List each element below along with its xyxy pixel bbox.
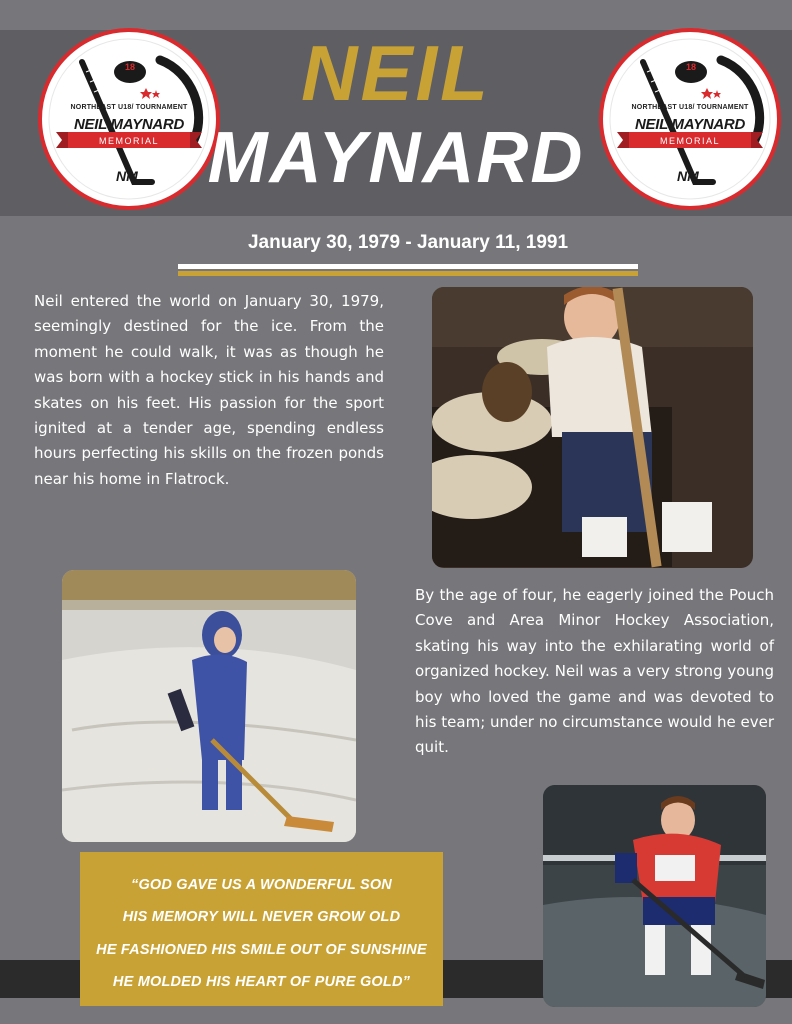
quote-line-3: HE FASHIONED HIS SMILE OUT OF SUNSHINE <box>96 942 427 958</box>
photo-boy-in-jersey <box>543 785 766 1007</box>
photo-toddler-on-ice <box>62 570 356 842</box>
paragraph-minor-hockey: By the age of four, he eagerly joined the Pouch Cove and Area Minor Hockey Association, skating his way into the exhilarating world of organized hockey. Neil was a very strong young boy who loved the game and was devoted to his team; under no circumstance would he ever quit. <box>415 586 774 757</box>
logo-monogram: NM <box>116 168 138 184</box>
logo-monogram: NM <box>677 168 699 184</box>
divider-white <box>178 264 638 269</box>
logo-banner: MEMORIAL <box>98 136 159 146</box>
logo-name: NEIL MAYNARD <box>73 116 184 133</box>
quote-line-4: HE MOLDED HIS HEART OF PURE GOLD” <box>112 974 411 990</box>
logo-subtitle: NORTHEAST U18/ TOURNAMENT <box>631 104 749 111</box>
title-last-name: MAYNARD <box>207 118 585 198</box>
divider-gold <box>178 271 638 276</box>
quote-line-1: “GOD GAVE US A WONDERFUL SON <box>131 877 392 893</box>
logo-number: 18 <box>124 62 135 72</box>
logo-subtitle: NORTHEAST U18/ TOURNAMENT <box>70 104 188 111</box>
life-dates: January 30, 1979 - January 11, 1991 <box>247 232 569 253</box>
photo-child-with-stick <box>432 287 753 568</box>
logo-name: NEIL MAYNARD <box>634 116 745 133</box>
quote-line-2: HIS MEMORY WILL NEVER GROW OLD <box>122 909 401 925</box>
logo-number: 18 <box>685 62 696 72</box>
paragraph-early-life: Neil entered the world on January 30, 1979, seemingly destined for the ice. From the moment he could walk, it was as though he was born with a hockey stick in his hands and skates on his feet. His passion for the sport ignited at a tender age, spending endless hours perfecting his skills on the frozen ponds near his home in Flatrock. <box>34 292 384 488</box>
memorial-quote-box <box>80 852 443 1006</box>
title-first-name: NEIL <box>301 29 491 117</box>
logo-banner: MEMORIAL <box>659 136 720 146</box>
